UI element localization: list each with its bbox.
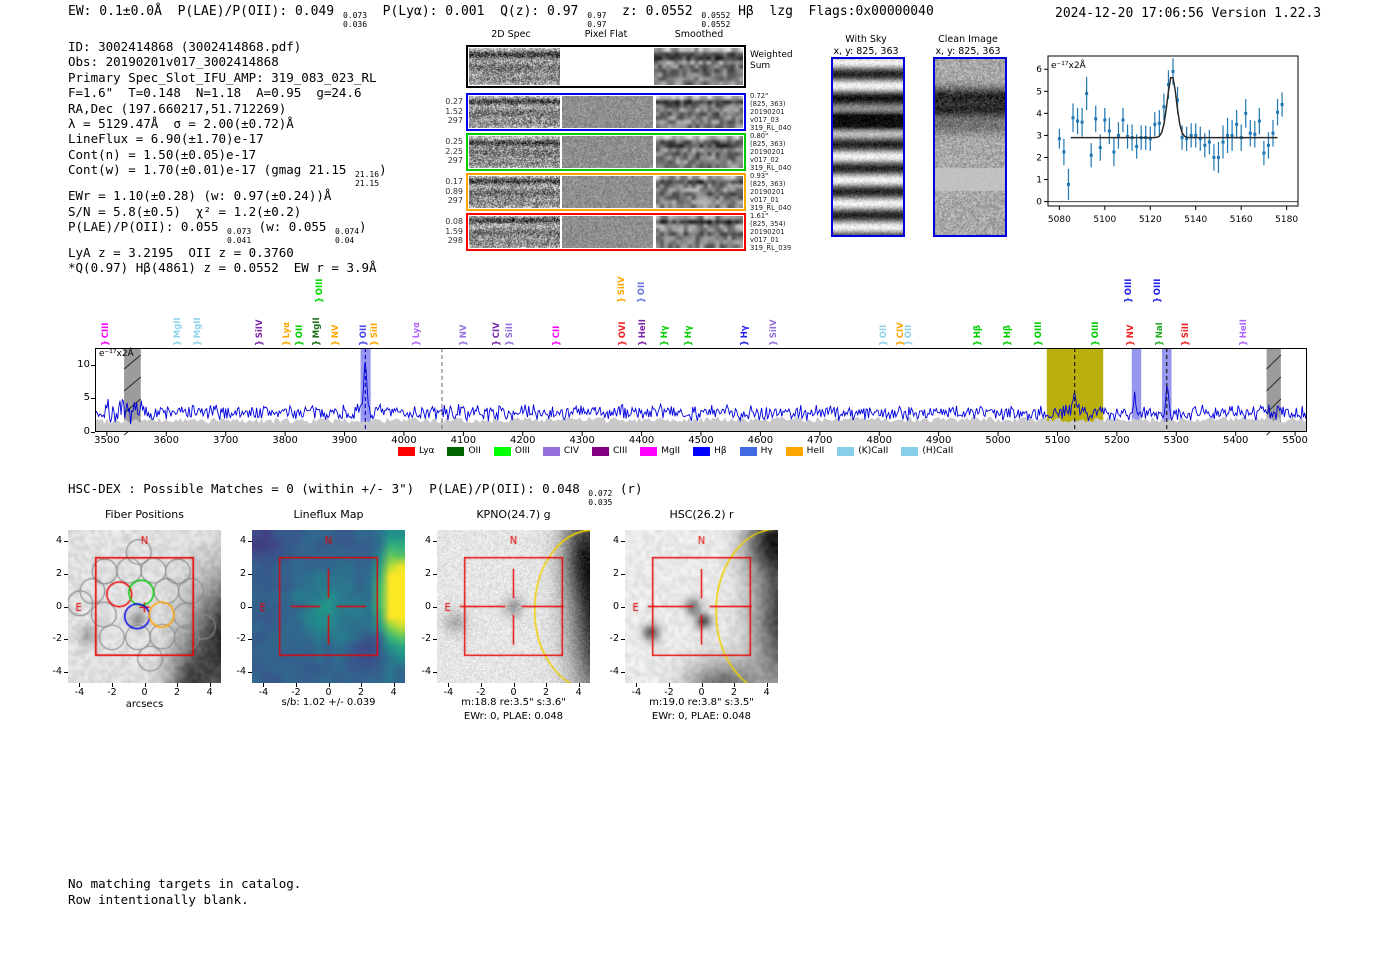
panel-y-tick-mark [621,574,625,575]
text-segment: (w: 0.055 [251,219,334,235]
info-line [68,260,387,275]
legend-item [740,446,773,456]
emission-line-label: } Lyα [411,322,422,346]
panel-y-tick: -4 [421,665,431,677]
text-segment: LyA z = 3.2195 OII z = 0.3760 [68,245,294,261]
emission-line-label: } NV [330,324,341,346]
info-line [68,116,387,131]
emission-line-label: } CIII [100,322,111,346]
sky-panel-title: Clean Image x, y: 825, 363 [935,34,1001,57]
text-segment: F=1.6" T=0.148 N=1.18 A=0.95 g=24.6 [68,85,362,101]
panel-y-tick: -4 [236,665,246,677]
y-axis-tick-label: 10 [77,358,90,370]
x-axis-tick-label: 4600 [747,435,774,446]
emission-line-label: } OVI [618,321,629,346]
spectrum-plot-svg [95,348,1307,440]
legend-swatch [740,447,757,456]
info-line [68,245,387,260]
svg-text:5160: 5160 [1229,215,1253,225]
svg-text:2: 2 [1036,153,1042,164]
panel-y-tick-mark [621,607,625,608]
svg-text:5: 5 [1036,87,1042,98]
panel-x-tick-mark [79,683,80,687]
panel-y-tick-mark [248,607,252,608]
x-axis-tick-label: 4500 [688,435,714,446]
y-axis-tick-label: 0 [83,426,90,437]
panel-x-tick: -2 [664,687,674,698]
emission-line-label: } OII [636,281,647,303]
fiber-row-weights: 0.27 1.52 297 [445,97,463,125]
panel-y-tick: 4 [239,535,246,547]
emission-line-label: } Lyα [281,322,292,346]
kpno-g-image [437,530,590,683]
y-axis-tick-mark [91,432,95,433]
x-axis-tick-label: 5100 [1044,435,1071,446]
panel-y-tick-mark [621,541,625,542]
legend-swatch [640,447,657,456]
panel-y-tick: -4 [609,665,619,677]
info-line [68,131,387,146]
fiber-row-weights: 0.17 0.89 297 [445,177,463,205]
panel-y-tick: 2 [424,567,431,579]
x-axis-tick-label: 4100 [450,435,477,446]
panel-x-tick-mark [296,683,297,687]
emission-line-label: } Hγ [739,325,750,346]
detection-summary-block [68,39,387,276]
text-segment: Hβ lzg Flags:0x00000040 [730,4,934,19]
emission-line-label: } Hβ [973,325,984,346]
svg-text:0: 0 [1036,197,1042,208]
emission-line-label: } MgII [172,317,183,346]
sky-panel-title: With Sky x, y: 825, 363 [833,34,899,57]
panel-x-tick-mark [702,683,703,687]
x-axis-tick-label: 4700 [807,435,833,446]
x-axis-tick-label: 3800 [272,435,298,446]
panel-caption: m:18.8 re:3.5" s:3.6" [461,697,566,708]
fiber-row-meta: 0.93" (825, 363) 20190201 v017_01 319_RL_040 [750,172,792,212]
legend-label: OIII [514,446,530,456]
inset-chart-svg [1034,52,1306,234]
fiber-cutout-row [466,133,746,171]
text-segment: S/N = 5.8(±0.5) χ² = 1.2(±0.2) [68,203,302,219]
panel-caption: EWr: 0, PLAE: 0.048 [463,711,564,722]
emission-line-label: } OIII [1091,321,1102,346]
line-fit-inset-chart [1034,52,1306,239]
x-axis-tick-label: 3600 [153,435,179,446]
panel-x-tick: 2 [543,687,550,698]
emission-line-label: } SiII [1181,322,1192,346]
legend-label: CIV [563,446,580,456]
text-segment: HSC-DEX : Possible Matches = 0 (within +/- 3") P(LAE)/P(OII): 0.048 [68,481,588,496]
panel-y-tick: 0 [239,600,246,612]
footer-line: Row intentionally blank. [68,891,249,907]
info-line [68,219,387,245]
panel-caption: s/b: 1.02 +/- 0.039 [281,697,376,708]
legend-item [592,446,627,456]
legend-item [901,446,953,456]
fiber-smoothed-image [656,136,743,168]
panel-x-tick: 0 [325,687,332,698]
fiber-pixel-flat-image [562,216,653,248]
legend-swatch [494,447,511,456]
emission-line-label: } OIII [315,278,326,303]
info-line [68,70,387,85]
stacked-uncertainty: 0.073 0.036 [342,11,368,29]
cutout-column-header: 2D Spec [491,29,531,40]
info-line [68,54,387,69]
footer-notes [68,876,301,907]
panel-x-tick-mark [329,683,330,687]
panel-y-tick-mark [433,672,437,673]
text-segment: P(LAE)/P(OII): 0.055 [68,219,227,235]
svg-text:e⁻¹⁷x2Å: e⁻¹⁷x2Å [1051,61,1086,71]
x-axis-tick-label: 5000 [985,435,1011,446]
svg-text:5100: 5100 [1093,215,1117,225]
emission-line-label: } CIV [896,322,907,346]
fiber-cutout-row [466,93,746,131]
panel-y-tick-mark [248,672,252,673]
x-axis-tick-label: 4400 [628,435,655,446]
fiber-cutout-row [466,213,746,251]
panel-x-tick-mark [361,683,362,687]
spectrum-unit-label: e⁻¹⁷x2Å [99,349,134,359]
panel-y-tick-mark [621,672,625,673]
emission-line-label: } HeII [637,319,648,346]
emission-line-label: } NV [1126,324,1137,346]
emission-line-label: } OII [904,324,915,346]
text-segment: Primary Spec_Slot_IFU_AMP: 319_083_023_RL [68,69,377,85]
panel-y-tick-mark [248,639,252,640]
emission-line-label: } Hβ [1003,325,1014,346]
fiber-row-weights: 0.08 1.59 298 [445,217,463,245]
weighted-sum-label: Weighted Sum [750,50,793,71]
stacked-uncertainty: 0.97 0.97 [587,11,607,29]
svg-text:5080: 5080 [1047,215,1071,225]
legend-label: Lyα [419,446,435,456]
panel-y-tick: 2 [612,567,619,579]
spectrum-legend [398,446,953,456]
panel-y-tick: 4 [424,535,431,547]
fiber-smoothed-image [656,216,743,248]
panel-x-tick: -4 [443,687,454,698]
panel-x-tick-mark [579,683,580,687]
fiber-2d-spec-image [469,176,560,208]
svg-text:5120: 5120 [1138,215,1162,225]
panel-x-tick-mark [177,683,178,687]
legend-item [693,446,727,456]
x-axis-tick-label: 3700 [212,435,239,446]
emission-line-label: } SiIV [616,276,627,303]
lineflux-map-image [252,530,405,683]
legend-label: HeII [806,446,825,456]
fiber-row-weights: 0.25 2.25 297 [445,137,463,165]
panel-y-tick: -2 [52,633,62,645]
weighted-2d-spec-image [469,48,560,85]
stacked-uncertainty: 0.073 0.041 [227,227,252,245]
panel-y-tick-mark [64,541,68,542]
info-line [68,85,387,100]
panel-x-tick-mark [448,683,449,687]
panel-y-tick: -2 [236,633,246,645]
panel-y-tick-mark [64,639,68,640]
hsc-dex-summary [68,481,642,507]
panel-y-tick-mark [433,574,437,575]
emission-line-label: } OII [295,324,306,346]
panel-x-tick: 2 [731,687,738,698]
y-axis-tick-mark [91,365,95,366]
legend-label: MgII [661,446,681,456]
report-timestamp-version: 2024-12-20 17:06:56 Version 1.22.3 [1055,6,1322,21]
clean-image [935,59,1005,235]
panel-y-tick: 0 [424,600,431,612]
panel-x-tick-mark [481,683,482,687]
panel-y-tick: 0 [612,600,619,612]
emission-line-label: } Hγ [683,325,694,346]
emission-line-label: } OII [358,324,369,346]
info-line [68,101,387,116]
svg-text:5180: 5180 [1275,215,1299,225]
text-segment: Cont(n) = 1.50(±0.05)e-17 [68,146,257,162]
panel-x-tick-mark [112,683,113,687]
panel-y-tick: 4 [612,535,619,547]
y-axis-tick-label: 5 [83,392,90,404]
emission-line-label: } SiIV [254,319,265,346]
legend-swatch [592,447,609,456]
panel-x-tick-mark [669,683,670,687]
panel-caption: EWr: 0, PLAE: 0.048 [651,711,752,722]
x-axis-tick-label: 3900 [331,435,358,446]
panel-x-tick: 4 [206,687,213,698]
panel-x-tick: -4 [631,687,642,698]
legend-swatch [786,447,803,456]
panel-y-tick-mark [248,541,252,542]
legend-swatch [901,447,918,456]
emission-line-label: } MgII [311,317,322,346]
panel-x-tick-mark [394,683,395,687]
panel-title-kpno: KPNO(24.7) g [476,508,551,521]
x-axis-tick-label: 4000 [391,435,417,446]
svg-text:3: 3 [1036,131,1042,142]
panel-y-tick-mark [433,541,437,542]
panel-x-tick: -2 [291,687,301,698]
legend-swatch [447,447,464,456]
text-segment: P(Lyα): 0.001 Q(z): 0.97 [367,4,587,19]
emission-line-label: } SiII [370,322,381,346]
panel-title-fiber: Fiber Positions [105,508,184,521]
hsc-image [625,530,778,683]
panel-x-tick: -4 [258,687,269,698]
svg-text:6: 6 [1036,65,1042,76]
panel-y-tick-mark [433,639,437,640]
x-axis-tick-label: 3500 [94,435,120,446]
x-axis-tick-label: 4800 [866,435,892,446]
fiber-pixel-flat-image [562,96,653,128]
panel-x-tick-mark [514,683,515,687]
legend-item [447,446,480,456]
stacked-uncertainty: 0.072 0.035 [588,489,613,507]
stacked-uncertainty: 0.0552 0.0552 [701,11,731,29]
panel-y-tick-mark [621,639,625,640]
legend-label: Hγ [760,446,773,456]
legend-item [640,446,680,456]
emission-line-label: } OIII [1034,321,1045,346]
x-axis-tick-label: 5400 [1222,435,1249,446]
text-segment: ) [359,219,367,235]
svg-text:4: 4 [1036,109,1042,120]
x-axis-tick-label: 5300 [1163,435,1189,446]
panel-y-tick-mark [64,607,68,608]
weighted-sum-row [466,45,746,88]
panel-x-tick: -4 [74,687,85,698]
text-segment: Cont(w) = 1.70(±0.01)e-17 (gmag 21.15 [68,162,354,178]
info-line [68,188,387,203]
panel-y-tick-mark [64,672,68,673]
emission-line-label: } NaI [1154,322,1165,346]
text-segment: Obs: 20190201v017_3002414868 [68,54,279,70]
panel-y-tick: -2 [609,633,619,645]
fiber-row-meta: 0.80" (825, 363) 20190201 v017_02 319_RL_040 [750,132,792,172]
fiber-cutout-row [466,173,746,211]
report-header-summary [68,4,934,29]
text-segment: ID: 3002414868 (3002414868.pdf) [68,39,302,54]
panel-x-tick: 0 [698,687,705,698]
panel-x-tick: 2 [174,687,181,698]
fiber-row-meta: 1.61" (825, 354) 20190201 v017_01 319_RL_039 [750,212,792,252]
panel-y-tick: 2 [55,567,62,579]
panel-title-hsc: HSC(26.2) r [669,508,734,521]
panel-x-tick: 0 [141,687,148,698]
legend-item [398,446,434,456]
legend-label: Hβ [714,446,727,456]
panel-y-tick-mark [433,607,437,608]
text-segment: EW: 0.1±0.0Å P(LAE)/P(OII): 0.049 [68,4,342,19]
x-axis-tick-label: 4300 [569,435,595,446]
legend-label: OII [468,446,481,456]
info-line [68,39,387,54]
text-segment: ) [379,162,387,178]
clean-image-frame [933,57,1007,237]
panel-x-tick-mark [145,683,146,687]
info-line [68,147,387,162]
weighted-smoothed-image [654,48,743,85]
panel-x-tick: 2 [358,687,365,698]
panel-x-tick-mark [263,683,264,687]
emission-line-label: } OIII [1153,278,1164,303]
panel-xlabel: arcsecs [125,699,164,710]
panel-x-tick: 4 [390,687,397,698]
fiber-2d-spec-image [469,136,560,168]
emission-line-label: } Hγ [659,325,670,346]
panel-x-tick-mark [546,683,547,687]
panel-caption: m:19.0 re:3.8" s:3.5" [649,697,754,708]
legend-label: CIII [613,446,628,456]
panel-x-tick: 4 [763,687,770,698]
stacked-uncertainty: 0.074 0.04 [334,227,360,245]
emission-line-label: } SiIV [768,319,779,346]
emission-line-label: } OII [879,324,890,346]
panel-x-tick-mark [734,683,735,687]
fiber-image [68,530,221,683]
panel-title-lineflux: Lineflux Map [293,508,364,521]
legend-item [786,446,825,456]
emission-line-label: } HeII [1239,319,1250,346]
x-axis-tick-label: 4200 [510,435,536,446]
with-sky-frame [831,57,905,237]
emission-line-label: } CIV [492,322,503,346]
fiber-2d-spec-image [469,216,560,248]
emission-line-label: } MgII [193,317,203,346]
emission-line-label: } CII [551,325,562,346]
info-line [68,204,387,219]
panel-x-tick-mark [210,683,211,687]
text-segment: EWr = 1.10(±0.28) (w: 0.97(±0.24))Å [68,188,332,204]
fiber-pixel-flat-image [562,176,653,208]
fiber-smoothed-image [656,96,743,128]
cutout-column-header: Smoothed [674,29,724,40]
x-axis-tick-label: 5500 [1282,435,1308,446]
text-segment: LineFlux = 6.90(±1.70)e-17 [68,131,264,147]
legend-swatch [837,447,854,456]
text-segment: z: 0.0552 [606,4,701,19]
panel-y-tick: 2 [239,567,246,579]
emission-line-label: } SiII [504,322,515,346]
emission-line-label: } OIII [1123,278,1134,303]
legend-item [543,446,579,456]
info-line [68,162,387,188]
x-axis-tick-label: 4900 [925,435,952,446]
panel-x-tick: 0 [510,687,517,698]
panel-x-tick-mark [767,683,768,687]
x-axis-tick-label: 5200 [1104,435,1130,446]
legend-item [837,446,888,456]
svg-text:1: 1 [1036,175,1042,186]
legend-swatch [543,447,560,456]
panel-y-tick: 4 [55,535,62,547]
text-segment: λ = 5129.47Å σ = 2.00(±0.72)Å [68,116,294,132]
panel-x-tick: -2 [476,687,486,698]
panel-y-tick-mark [64,574,68,575]
legend-swatch [398,447,415,456]
y-axis-tick-mark [91,398,95,399]
stacked-uncertainty: 21.16 21.15 [354,170,380,188]
panel-x-tick: 4 [575,687,582,698]
legend-label: (H)CaII [922,446,954,456]
fiber-row-meta: 0.72" (825, 363) 20190201 v017_03 319_RL_040 [750,92,792,132]
svg-text:5140: 5140 [1184,215,1208,225]
fiber-2d-spec-image [469,96,560,128]
panel-x-tick: -2 [107,687,117,698]
with-sky-image [833,59,903,235]
legend-swatch [693,447,710,456]
panel-y-tick: -4 [52,665,62,677]
cutout-column-header: Pixel Flat [584,29,628,40]
text-segment: *Q(0.97) Hβ(4861) z = 0.0552 EW r = 3.9Å [68,260,377,276]
legend-label: (K)CaII [858,446,889,456]
panel-y-tick-mark [248,574,252,575]
panel-x-tick-mark [636,683,637,687]
text-segment: RA,Dec (197.660217,51.712269) [68,100,287,116]
text-segment: (r) [612,481,643,496]
panel-y-tick: -2 [421,633,431,645]
fiber-pixel-flat-image [562,136,653,168]
legend-item [494,446,530,456]
panel-y-tick: 0 [55,600,62,612]
fiber-smoothed-image [656,176,743,208]
emission-line-label: } NV [458,324,469,346]
footer-line: No matching targets in catalog. [68,876,302,891]
